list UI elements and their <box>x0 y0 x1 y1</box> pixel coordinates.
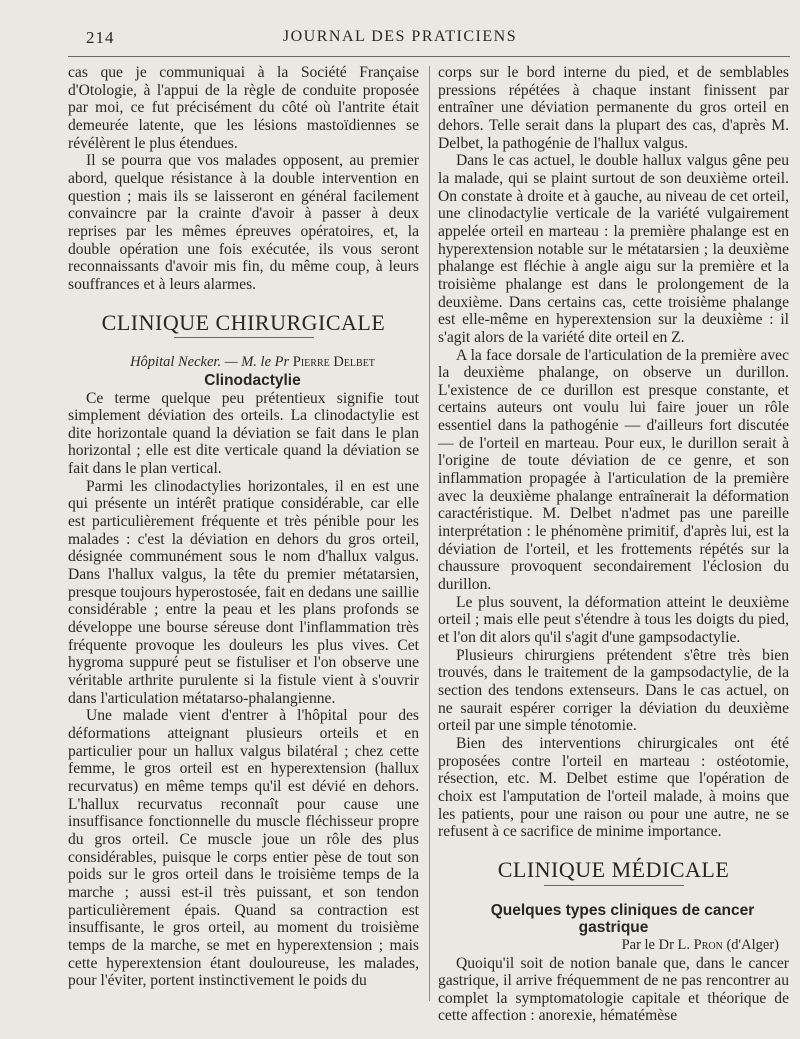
paragraph: Une malade vient d'entrer à l'hôpital pour des déformations atteignant plusieurs orteils et en particulier pour un hallux valgus bilatéral ; chez cette femme, le gros orteil est en hyperextension (hallux recurvatus) en même temps qu'il est dévié en dehors. L'hallux recurvatus reconnaît pour cause une insuffisance fonctionnelle du muscle fléchisseur propre du gros orteil. Ce muscle joue un rôle des plus considérables, puisque le corps entier pèse de tout son poids sur le gros orteil dans le troisième temps de la marche ; aussi est-il très puissant, et son tendon particulièrement épais. Quand sa contraction est insuffisante, le gros orteil, au moment du troisième temps de la marche, se met en hyperextension ; mais cette hyperextension étant douloureuse, les malades, pour l'éviter, portent instinctivement le poids du <box>68 707 419 990</box>
paragraph: Bien des interventions chirurgicales ont été proposées contre l'orteil en marteau : ostéotomie, résection, etc. M. Delbet estime que l'opération de choix est l'amputation de l'orteil malade, à moins que les patients, pour une raison ou pour une autre, ne se refusent à ce sacrifice de minime importance. <box>438 734 789 841</box>
paragraph: cas que je communiquai à la Société Française d'Otologie, à l'appui de la règle de conduite proposée par moi, ce fut précisément du côté où l'antrite était demeurée latente, que les lésions mastoïdiennes se révélèrent le plus étendues. <box>68 64 419 152</box>
article-subtitle: Quelques types cliniques de cancer gastrique <box>490 901 755 937</box>
journal-title: JOURNAL DES PRATICIENS <box>282 28 518 45</box>
byline-prefix: Par le Dr L. <box>621 936 694 953</box>
paragraph: Ce terme quelque peu prétentieux signifie tout simplement déviation des orteils. La clinodactylie est dite horizontale quand la déviation se fait dans le plan horizontal ; elle est dite verticale quand la déviation se fait dans le plan vertical. <box>68 389 419 478</box>
header-rule <box>68 56 790 57</box>
left-column <box>68 64 419 990</box>
paragraph: Dans le cas actuel, le double hallux valgus gêne peu la malade, qui se plaint surtout de son deuxième orteil. On constate à droite et à gauche, au niveau de cet orteil, une clinodactylie verticale de la variété vulgairement appelée orteil en marteau : la première phalange est en hyperextension notable sur le métatarsien ; la deuxième phalange est fléchie à angle aigu sur la première et la troisième phalange est dans le prolongement de la deuxième. Dans certains cas, cette troisième phalange est elle-même en hyperextension sur la deuxième : il s'agit alors de la variété dite orteil en Z. <box>438 152 789 346</box>
paragraph: Plusieurs chirurgiens prétendent s'être très bien trouvés, dans le traitement de la gampsodactylie, de la section des tendons extenseurs. Dans le cas actuel, on ne saurait espérer corriger la déviation du deuxième orteil par une simple ténotomie. <box>438 646 789 735</box>
paragraph: Il se pourra que vos malades opposent, au premier abord, quelque résistance à la double intervention en question ; mais ils se laisseront en général facilement convaincre par la crainte d'avoir à passer à deux reprises par les mêmes épreuves opératoires, et, la double opération une fois exécutée, ils vous seront reconnaissants d'avoir mis fin, du même coup, à leurs souffrances et à leurs alarmes. <box>68 152 419 293</box>
section-underline <box>174 337 314 338</box>
byline-place: Hôpital Necker. — M. le Pr <box>130 354 293 371</box>
section-title-chirurgicale: CLINIQUE CHIRURGICALE <box>101 309 386 335</box>
byline-suffix: (d'Alger) <box>722 936 779 953</box>
article-subtitle: Clinodactylie <box>204 371 301 389</box>
byline-author: Pierre Delbet <box>292 354 375 371</box>
paragraph: corps sur le bord interne du pied, et de semblables pressions répétées à chaque instant finissent par entraîner une déviation permanente du gros orteil en dehors. Telle serait dans la plupart des cas, d'après M. Delbet, la pathogénie de l'hallux valgus. <box>438 64 789 152</box>
byline-author: Pron <box>693 936 723 953</box>
section-underline <box>544 885 684 886</box>
page-number: 214 <box>86 28 115 47</box>
paragraph: A la face dorsale de l'articulation de la première avec la deuxième phalange, on observe un durillon. L'existence de ce durillon est presque constante, et certains auteurs ont voulu lui faire jouer un rôle essentiel dans la pathogénie — d'ailleurs fort discutée — de l'orteil en marteau. Pour eux, le durillon serait à l'origine de toute déviation de ce genre, et son inflammation propagée à l'articulation de la première avec la deuxième phalange entraînerait la déformation caractéristique. M. Delbet n'admet pas une pareille interprétation : le phénomène primitif, d'après lui, est la déviation de l'orteil, et les frottements répétés sur la chaussure provoquent secondairement l'éclosion du durillon. <box>438 346 789 594</box>
paragraph: Parmi les clinodactylies horizontales, il en est une qui présente un intérêt pratique considérable, car elle est particulièrement fréquente et très pénible pour les malades : c'est la déviation en dehors du gros orteil, désignée communément sous le nom d'hallux valgus. Dans l'hallux valgus, la tête du premier métatarsien, presque toujours hyperostosée, fait en dedans une saillie considérable ; entre la peau et les plans profonds se développe une bourse séreuse dont l'inflammation très fréquente provoque les douleurs les plus vives. Cet hygroma suppuré peut se fistuliser et l'on observe une véritable arthrite purulente si la fistule vient à s'ouvrir dans l'articulation métatarso-phalangienne. <box>68 477 419 707</box>
column-divider <box>429 66 430 1001</box>
right-column <box>438 64 789 1025</box>
byline <box>68 354 419 372</box>
byline <box>438 937 789 955</box>
section-title-medicale: CLINIQUE MÉDICALE <box>497 856 730 882</box>
paragraph: Quoiqu'il soit de notion banale que, dans le cancer gastrique, il arrive fréquemment de ne pas rencontrer au complet la symptomatologie capitale et théorique de cette affection : anorexie, hématémèse <box>438 954 789 1025</box>
page-header <box>0 28 800 52</box>
paragraph: Le plus souvent, la déformation atteint le deuxième orteil ; mais elle peut s'étendre à tous les doigts du pied, et l'on dit alors qu'il s'agit d'une gampsodactylie. <box>438 593 789 646</box>
